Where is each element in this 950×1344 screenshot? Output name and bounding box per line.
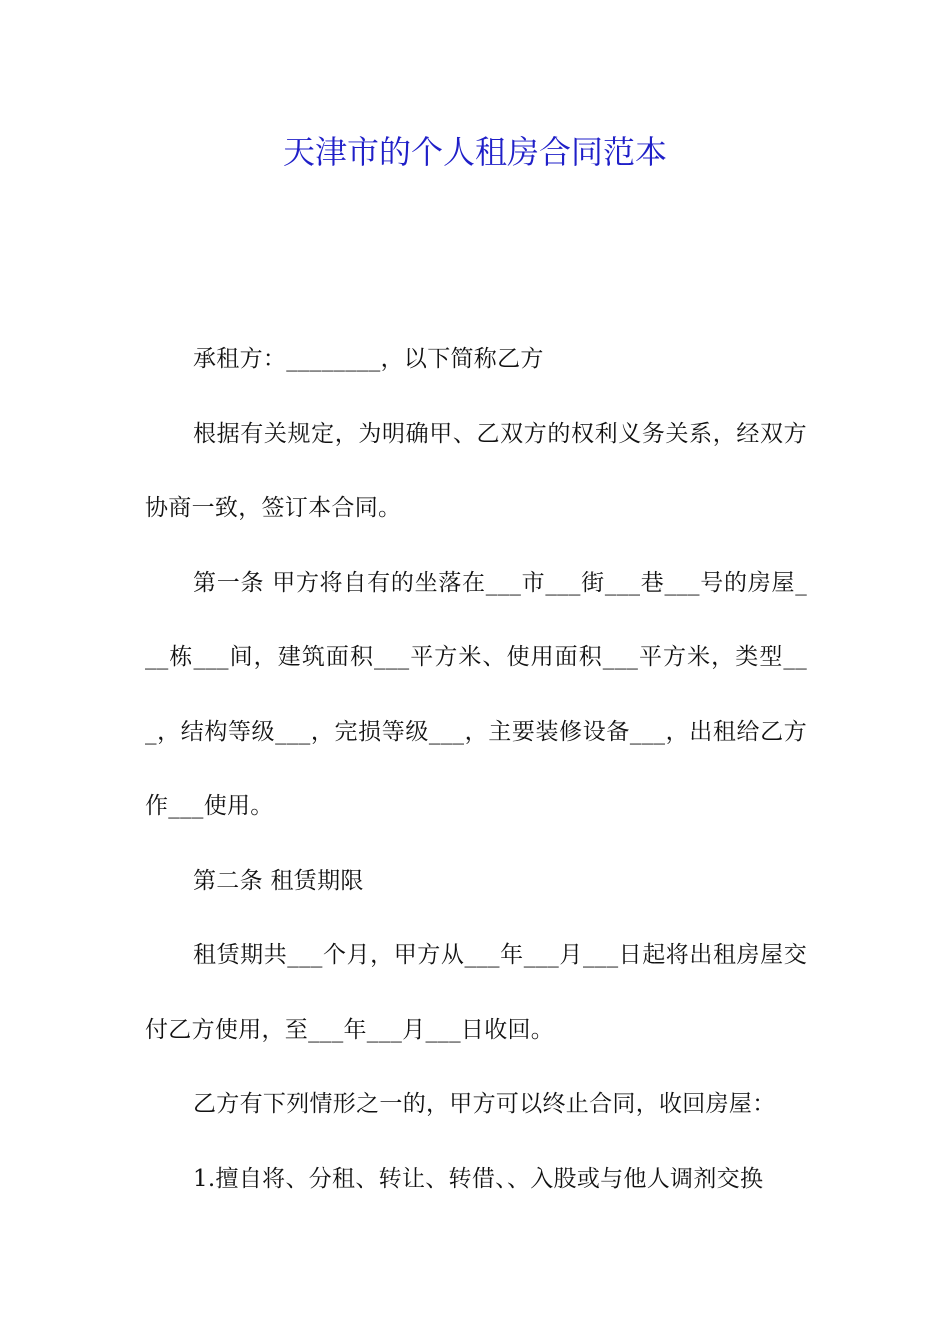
paragraph-termination-conditions: 乙方有下列情形之一的，甲方可以终止合同，收回房屋： — [193, 1091, 776, 1117]
document-body — [145, 322, 807, 1216]
paragraph-article-1: 第一条 甲方将自有的坐落在___市___街___巷___号的房屋___栋___间，建筑面积___平方米、使用面积___平方米，类型___，结构等级___，完损等级___，主要装修设备___，出租给乙方作___使用。 — [145, 569, 807, 819]
paragraph-article-2-heading: 第二条 租赁期限 — [193, 867, 364, 894]
paragraph-preamble: 根据有关规定，为明确甲、乙双方的权利义务关系，经双方协商一致，签订本合同。 — [145, 420, 807, 521]
paragraph-lease-term: 租赁期共___个月，甲方从___年___月___日起将出租房屋交付乙方使用，至___年___月___日收回。 — [145, 942, 807, 1043]
paragraph-condition-1: 1.擅自将、分租、转让、转借、、入股或与他人调剂交换 — [193, 1165, 764, 1192]
paragraph-lessee: 承租方：________，以下简称乙方 — [193, 346, 544, 372]
document-title: 天津市的个人租房合同范本 — [282, 133, 667, 171]
